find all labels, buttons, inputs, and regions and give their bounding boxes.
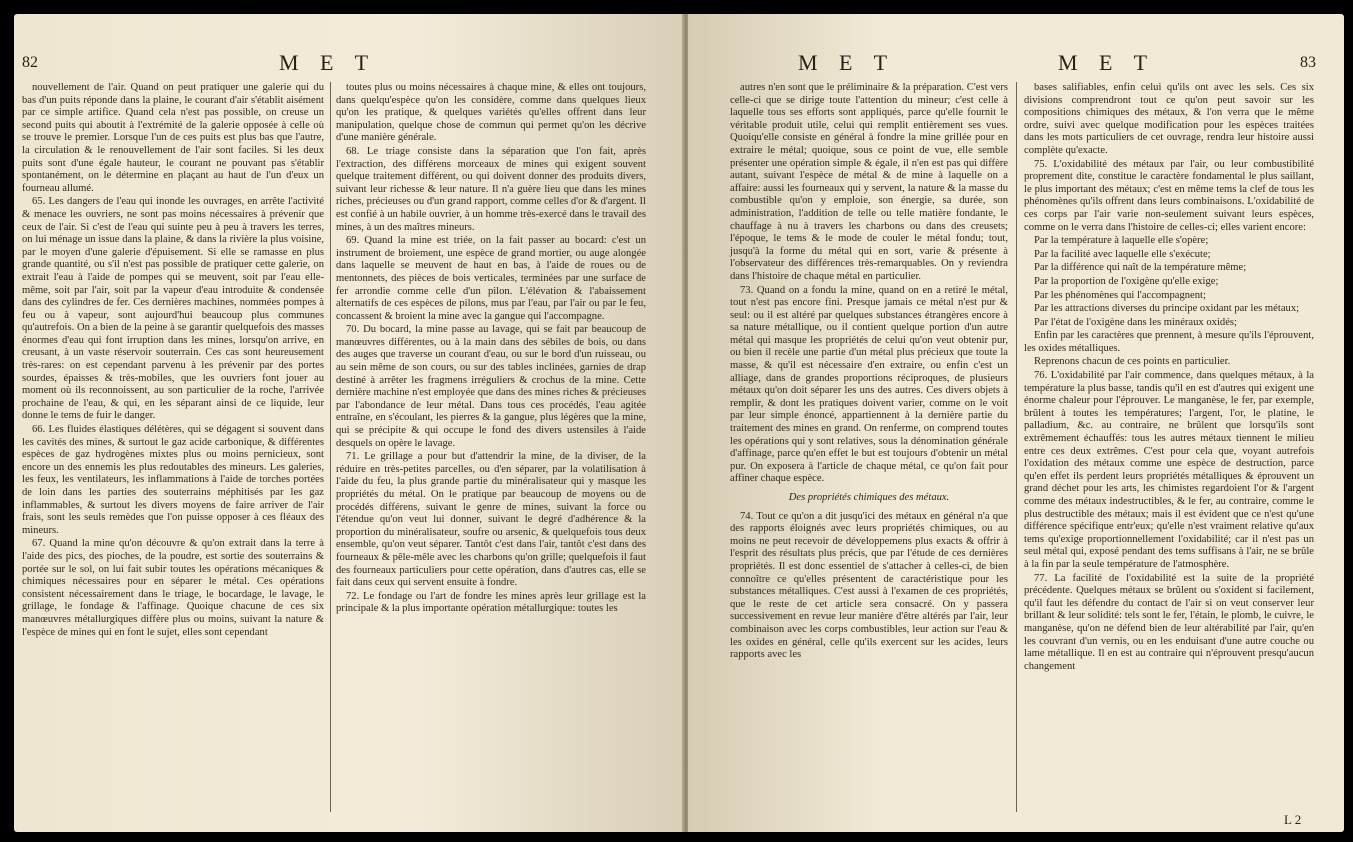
paragraph: autres n'en sont que le préliminaire & la préparation. C'est vers celle-ci que se dirige toute l'attention du mineur; c'est celle à laquelle tous ses efforts sont appliqués, parce qu'elle fournit le véritable produit utile, celui qui remplit entièrement ses vues. Quoiqu'elle consiste en général à fondre la mine grillée pour en extraire le métal; quoique, sous ce point de vue, elle semble présenter une opération simple & égale, il n'en est pas qui diffère autant, suivant l'espèce de métal & de mine à laquelle on a affaire: aussi les fourneaux qui y servent, la nature & la masse du combustible qu'on y emploie, son énergie, sa durée, son administration, l'addition de telle ou telle matière fondante, le chauffage à nu à travers les charbons ou dans des creusets; l'époque, le tems & le mode de couler le métal fondu; tout, jusqu'à la forme du métal qui en sort, varie & présente à l'observateur des différences très-remarquables. On y reviendra dans l'histoire de chaque métal en particulier. — [730, 82, 1008, 282]
left-column-1 — [22, 82, 324, 640]
paragraph: 76. L'oxidabilité par l'air commence, dans quelques métaux, à la température la plus basse, tandis qu'il en est d'autres qui exigent une énorme chaleur pour l'éprouver. Le manganèse, le fer, par exemple, brûlent à toutes les températures; l'argent, l'or, le platine, le palladium, &c. au contraire, ne brûlent que lorsqu'ils sont extrêmement échauffés: tous les autres métaux tiennent le milieu entre ces deux extrêmes. C'est pour cela que, voyant autrefois l'oxidation des métaux comme une espèce de destruction, parce qu'en effet ils perdent leurs propriétés métalliques & éprouvent un grand déchet pour les arts, les chimistes regardoient l'or & l'argent comme des métaux indestructibles, & le fer, au contraire, comme le plus destructible des métaux; mais il est évident que ce n'est qu'une différence spécifique entr'eux; qu'elle n'est vraiment relative qu'aux tems qu'exige proportionnellement l'oxidabilité; car il n'est pas un seul métal qui, exposé pendant des tems suffisans à l'air, ne se brûle à la fin par la seule température de l'atmosphère. — [1024, 370, 1314, 570]
paragraph: Par l'état de l'oxigène dans les minéraux oxidés; — [1034, 316, 1237, 328]
paragraph: 71. Le grillage a pour but d'attendrir la mine, de la diviser, de la réduire en très-petites parcelles, ou d'en séparer, par la volatilisation à l'aide du feu, la plus grande partie du minéralisateur qui y masque les propriétés du métal. On le pratique par beaucoup de moyens ou de procédés différens, suivant le genre de mines, suivant la force ou l'étendue qu'on veut lui donner, suivant le degré d'adhérence & la proportion du minéralisateur, soufre ou arsenic, & quelquefois tous deux ensemble, qu'on veut séparer. Tantôt c'est dans l'air, tantôt c'est dans des fourneaux & pêle-mêle avec les charbons qu'on grille; quelquefois il faut des fourneaux particuliers pour cette opération, dans d'autres cas, elle se fait dans ceux qui servent ensuite à fondre. — [336, 451, 646, 589]
left-page — [14, 14, 684, 832]
column-rule-left — [330, 82, 331, 812]
paragraph: Par les attractions diverses du principe oxidant par les métaux; — [1034, 303, 1300, 315]
paragraph: 74. Tout ce qu'on a dit jusqu'ici des métaux en général n'a que des rapports éloignés avec leurs propriétés chimiques, ou au moins ne peut recevoir de développemens plus exacts & offrir à l'esprit des résultats plus précis, que par l'étude de ces dernières propriétés. Il est donc essentiel de s'attacher à celles-ci, de bien connoître ce qu'elles présentent de caractéristique pour les substances métalliques. C'est aussi à l'examen de ces propriétés, que le reste de cet article sera consacré. On y passera successivement en revue leur manière d'être altérés par l'air, leur combinaison avec les corps combustibles, leur action sur l'eau & les oxides en général, celle qu'ils exercent sur les acides, leurs rapports avec les — [730, 510, 1008, 661]
running-head-left: M E T — [279, 50, 377, 75]
paragraph: toutes plus ou moins nécessaires à chaque mine, & elles ont toujours, dans quelqu'espèce qu'on les considère, comme dans quelques lieux qu'on les pratique, & quelques variétés qu'elles offrent dans leur manipulation, quelque chose de commun qui permet qu'on les décrive d'une manière générale. — [336, 82, 646, 144]
paragraph: bases salifiables, enfin celui qu'ils ont avec les sels. Ces six divisions comprendront tout ce qu'on peut savoir sur les compositions chimiques des métaux, & l'on verra que le même ordre, suivi avec quelque modification pour les espèces traitées dans les mots particuliers de cet ouvrage, rendra leur histoire aussi complète qu'exacte. — [1024, 82, 1314, 156]
paragraph: Par la facilité avec laquelle elle s'exécute; — [1034, 248, 1211, 260]
paragraph: Reprenons chacun de ces points en particulier. — [1034, 356, 1231, 368]
right-column-2 — [1024, 82, 1314, 674]
paragraph: Par la proportion de l'oxigène qu'elle exige; — [1034, 275, 1219, 287]
running-head-right-2: M E T — [1058, 50, 1156, 75]
paragraph: 69. Quand la mine est triée, on la fait passer au bocard: c'est un instrument de broiement, une espèce de grand mortier, ou auge alongée dans laquelle se meuvent de haut en bas, à l'aide de roues ou de mentonnets, des pièces de bois verticales, terminées par une surface de fer arrondie comme celle d'un pilon. L'élévation & l'abaissement alternatifs de ces espèces de pilons, mus par l'eau, par l'air ou par le feu, concassent & broient la mine avec la gangue qui l'accompagne. — [336, 235, 646, 322]
right-page — [688, 14, 1344, 832]
paragraph: nouvellement de l'air. Quand on peut pratiquer une galerie qui du bas d'un puits réponde dans la plaine, le courant d'air s'établit aisément par ce simple artifice. Quand cela n'est pas possible, on creuse un second puits qui aboutit à l'extrémité de la galerie opposée à celle où se trouve le premier. Lorsque l'un de ces puits est plus bas que l'autre, la circulation & le renouvellement de l'air sont faciles. Si les deux puits sont d'une égale hauteur, le courant ne pouvant pas s'établir spontanément, on le détermine en plaçant au haut de l'un d'eux un fourneau allumé. — [22, 82, 324, 194]
paragraph: 73. Quand on a fondu la mine, quand on en a retiré le métal, tout n'est pas encore fini. Presque jamais ce métal n'est pur & seul: ou il est altéré par quelques substances étrangères encore à sa nature métallique, ou il contient quelque portion d'un autre métal qui masque les propriétés de celui qu'on veut obtenir pur, ou bien il recèle une partie d'un métal plus précieux que toute la masse, & qu'il est nécessaire d'en extraire, ou enfin c'est un alliage, dans de grandes proportions réciproques, de plusieurs métaux qu'on doit séparer les uns des autres. Ces divers objets à remplir, & dont les pratiques doivent varier, comme on le voit par leur simple énoncé, appartiennent à la dernière partie du traitement des mines en grand. On renferme, on comprend toutes les opérations qui y sont relatives, sous la dénomination générale d'affinage, parce qu'en effet le but est toujours d'obtenir un métal pur. On exposera à l'article de chaque métal, ce qu'on fait pour affiner chaque espèce. — [730, 284, 1008, 485]
paragraph: Par la différence qui naît de la température même; — [1034, 262, 1247, 274]
open-book — [14, 14, 1344, 832]
paragraph: 65. Les dangers de l'eau qui inonde les ouvrages, en arrête l'activité & menace les ouvriers, ne sont pas moins nécessaires à prévenir que ceux de l'air. Si c'est de l'eau qui suinte peu à peu à travers les terres, on lui ménage un issue dans la plaine, & dans la rivière la plus voisine, par le moyen d'une galerie d'épuisement. Si elle se ramasse en plus grande quantité, ou s'il n'est pas possible de pratiquer cette galerie, on extrait l'eau à l'aide de pompes qui se meuvent, soit par l'eau elle-même, soit par l'air, soit par la vapeur d'eau introduite & condensée dans des cylindres de fer. Ces dernières machines, nommées pompes à feu ou à vapeur, sont aujourd'hui beaucoup plus communes qu'autrefois. On a bien de la peine à se garantir quelquefois des masses énormes d'eau qui font irruption dans les mines, lorsqu'on arrive, en creusant, à un vaste réservoir souterrain. Ces cas sont heureusement très-rares: on est cependant parvenu à les prévenir par des portes sourdes, épaisses & très-mobiles, que les ouvriers font jouer au moment où ils reconnoissent, au son particulier de la roche, l'arrivée prochaine de l'eau, & qui, en les séparant ainsi de ce liquide, leur donne le tems de fuir le danger. — [22, 196, 324, 422]
paragraph: Par les phénomènes qui l'accompagnent; — [1034, 289, 1206, 301]
right-column-1 — [730, 82, 1008, 663]
paragraph: Par la température à laquelle elle s'opère; — [1034, 235, 1209, 247]
page-number-right: 83 — [1300, 54, 1316, 71]
paragraph: 67. Quand la mine qu'on découvre & qu'on extrait dans la terre à l'aide des pics, des pioches, de la poudre, est sortie des souterrains & portée sur le sol, on lui fait subir toutes les opérations mécaniques & chimiques nécessaires pour en séparer le métal. Ces opérations consistent nécessairement dans le triage, le bocardage, le lavage, le grillage, le fondage & l'affinage. Quoique chacune de ces six manœuvres métallurgiques diffère plus ou moins, suivant la nature & l'espèce de mines qui en font le sujet, elles sont cependant — [22, 538, 324, 638]
paragraph: 72. Le fondage ou l'art de fondre les mines après leur grillage est la principale & la plus importante opération métallurgique: toutes les — [336, 590, 646, 615]
paragraph: Enfin par les caractères que prennent, à mesure qu'ils l'éprouvent, les oxides métalliques. — [1024, 330, 1314, 354]
paragraph: 70. Du bocard, la mine passe au lavage, qui se fait par beaucoup de manœuvres différentes, ou à la main dans des sébiles de bois, ou dans des auges que traverse un courant d'eau, ou sur le bord d'un ruisseau, ou au sein même de son cours, ou sur des tables inclinées, garnies de drap destiné à arrêter les fragmens irréguliers & crochus de la mine. Cette dernière machine n'est employée que dans des mines riches & précieuses par l'abondance de leur métal. Dans tous ces procédés, l'eau agitée entraîne, en s'écoulant, les pierres & la gangue, plus légères que la mine, qui se précipite & qui occupe le fond des divers ustensiles à l'aide desquels on opère le lavage. — [336, 324, 646, 449]
column-rule-right — [1016, 82, 1017, 812]
section-heading: Des propriétés chimiques des métaux. — [788, 492, 950, 503]
paragraph: 68. Le triage consiste dans la séparation que l'on fait, après l'extraction, des différens morceaux de mines qui exigent souvent quelque traitement différent, ou qui doivent donner des produits divers, suivant leur richesse & leur nature. Il n'a guère lieu que dans les mines riches, précieuses ou d'un grand rapport, comme celles d'or & d'argent. Il est confié à un habile ouvrier, à un homme très-exercé dans le travail des mines, à un des maîtres mineurs. — [336, 145, 646, 233]
signature-mark: L 2 — [1284, 812, 1302, 827]
paragraph: 77. La facilité de l'oxidabilité est la suite de la propriété précédente. Quelques métaux se brûlent ou s'oxident si facilement, qu'il faut les défendre du contact de l'air si on veut conserver leur brillant & leur solidité: tels sont le fer, l'étain, le plomb, le cuivre, le manganèse, qu'on ne défend bien de leur altérabilité par l'air, qu'en les couvrant d'un vernis, ou en les enduisant d'une autre couche ou lame métallique. Il en est au contraire qui n'éprouvent presqu'aucun changement — [1024, 572, 1314, 672]
left-column-2 — [336, 82, 646, 617]
paragraph: 66. Les fluides élastiques délétères, qui se dégagent si souvent dans les cavités des mines, & surtout le gaz acide carbonique, & différentes espèces de gaz hydrogènes mixtes plus ou moins pernicieux, sont encore un des ennemis les plus redoutables des mineurs. Les galeries, les feux, les ventilateurs, les inflammations à l'aide de torches portées de loin dans les parties des souterrains méphitisés par les gaz inflammables, & surtout les divers moyens de faire arriver de l'air frais, sont les seuls remèdes que l'on puisse opposer à ces fléaux des mineurs. — [22, 424, 324, 536]
running-head-right-1: M E T — [798, 50, 896, 75]
paragraph: 75. L'oxidabilité des métaux par l'air, ou leur combustibilité proprement dite, constitue le caractère fondamental le plus saillant, le plus important des métaux; c'est en même tems la clef de tous les phénomènes qu'ils offrent dans leurs combinaisons. L'oxidabilité de ces corps par l'air varie non-seulement suivant leurs espèces, comme on le verra dans l'histoire de celles-ci; elles varient encore: — [1024, 158, 1314, 233]
page-number-left: 82 — [22, 54, 38, 71]
